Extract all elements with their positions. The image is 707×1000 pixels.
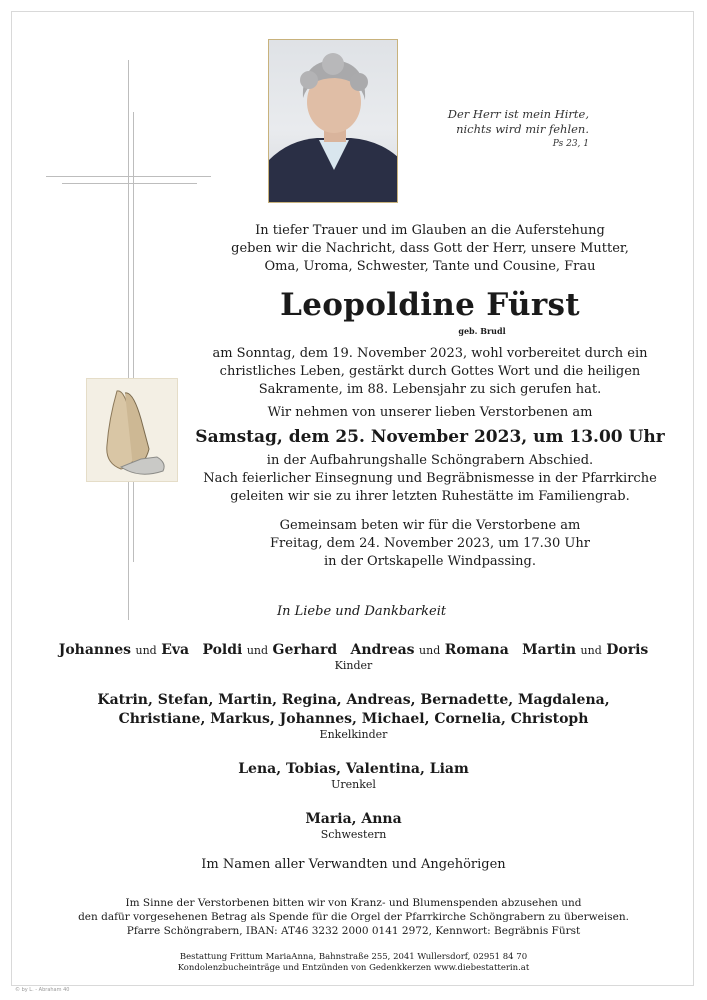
undertaker-info [0, 952, 707, 974]
tiny-print: © by L. - Abraham 40 [15, 987, 70, 993]
child-couple: Poldi und Gerhard [202, 642, 338, 658]
death-line: Sakramente, im 88. Lebensjahr zu sich gerufen hat. [258, 382, 602, 397]
great-grandchildren-names: Lena, Tobias, Valentina, Liam [238, 761, 469, 777]
intro-line: In tiefer Trauer und im Glauben an die Auferstehung [255, 223, 605, 238]
death-line: christliches Leben, gestärkt durch Gottes Wort und die heiligen [219, 364, 641, 379]
psalm-line-2: nichts wird mir fehlen. [456, 122, 589, 136]
siblings-label: Schwestern [320, 828, 387, 841]
donation-line: den dafür vorgesehenen Betrag als Spende für die Orgel der Pfarrkirche Schöngrabern zu überweisen. [78, 911, 629, 923]
birth-name: geb. Brudl [458, 326, 506, 336]
child-couple: Johannes und Eva [58, 642, 190, 658]
relatives-line: Im Namen aller Verwandten und Angehörigen [201, 857, 506, 872]
intro-line: Oma, Uroma, Schwester, Tante und Cousine, Frau [264, 259, 596, 274]
grandchildren-line: Katrin, Stefan, Martin, Regina, Andreas, Bernadette, Magdalena, [97, 692, 610, 708]
praying-hands-image [86, 378, 178, 482]
undertaker-line: Bestattung Frittum MariaAnna, Bahnstraße 255, 2041 Wullersdorf, 02951 84 70 [179, 952, 528, 962]
prayer-text [170, 517, 690, 571]
death-text [170, 345, 690, 399]
children-names [0, 641, 707, 660]
grandchildren-names [0, 691, 707, 729]
funeral-text [170, 452, 690, 506]
donation-line: Pfarre Schöngrabern, IBAN: AT46 3232 2000 0141 2972, Kennwort: Begräbnis Fürst [126, 925, 581, 937]
prayer-line: in der Ortskapelle Windpassing. [324, 554, 536, 569]
grandchildren-line: Christiane, Markus, Johannes, Michael, Cornelia, Christoph [118, 711, 589, 727]
children-label: Kinder [334, 659, 373, 672]
donation-text [0, 896, 707, 938]
psalm-reference: Ps 23, 1 [552, 139, 589, 149]
closing-phrase: In Liebe und Dankbarkeit [277, 604, 447, 619]
intro-line: geben wir die Nachricht, dass Gott der Herr, unsere Mutter, [231, 241, 629, 256]
child-couple: Andreas und Romana [350, 642, 509, 658]
great-grandchildren-label: Urenkel [331, 778, 376, 791]
siblings-names: Maria, Anna [305, 811, 402, 827]
undertaker-line: Kondolenzbucheinträge und Entzünden von Gedenkkerzen www.diebestatterin.at [177, 963, 530, 973]
donation-line: Im Sinne der Verstorbenen bitten wir von Kranz- und Blumenspenden abzusehen und [125, 897, 582, 909]
prayer-line: Freitag, dem 24. November 2023, um 17.30 Uhr [270, 536, 590, 551]
psalm-quote [448, 107, 589, 152]
farewell-intro: Wir nehmen von unserer lieben Verstorbenen am [267, 405, 593, 420]
portrait-photo [268, 39, 398, 203]
funeral-date: Samstag, dem 25. November 2023, um 13.00 Uhr [195, 427, 665, 447]
funeral-line: in der Aufbahrungshalle Schöngrabern Abschied. [266, 453, 594, 468]
funeral-line: Nach feierlicher Einsegnung und Begräbnismesse in der Pfarrkirche [203, 471, 657, 486]
death-line: am Sonntag, dem 19. November 2023, wohl vorbereitet durch ein [212, 346, 648, 361]
prayer-line: Gemeinsam beten wir für die Verstorbene am [279, 518, 581, 533]
grandchildren-label: Enkelkinder [319, 728, 388, 741]
intro-text [170, 222, 690, 276]
deceased-name: Leopoldine Fürst [280, 287, 580, 323]
psalm-line-1: Der Herr ist mein Hirte, [447, 107, 589, 121]
funeral-line: geleiten wir sie zu ihrer letzten Ruhestätte im Familiengrab. [230, 489, 630, 504]
child-couple: Martin und Doris [522, 642, 649, 658]
